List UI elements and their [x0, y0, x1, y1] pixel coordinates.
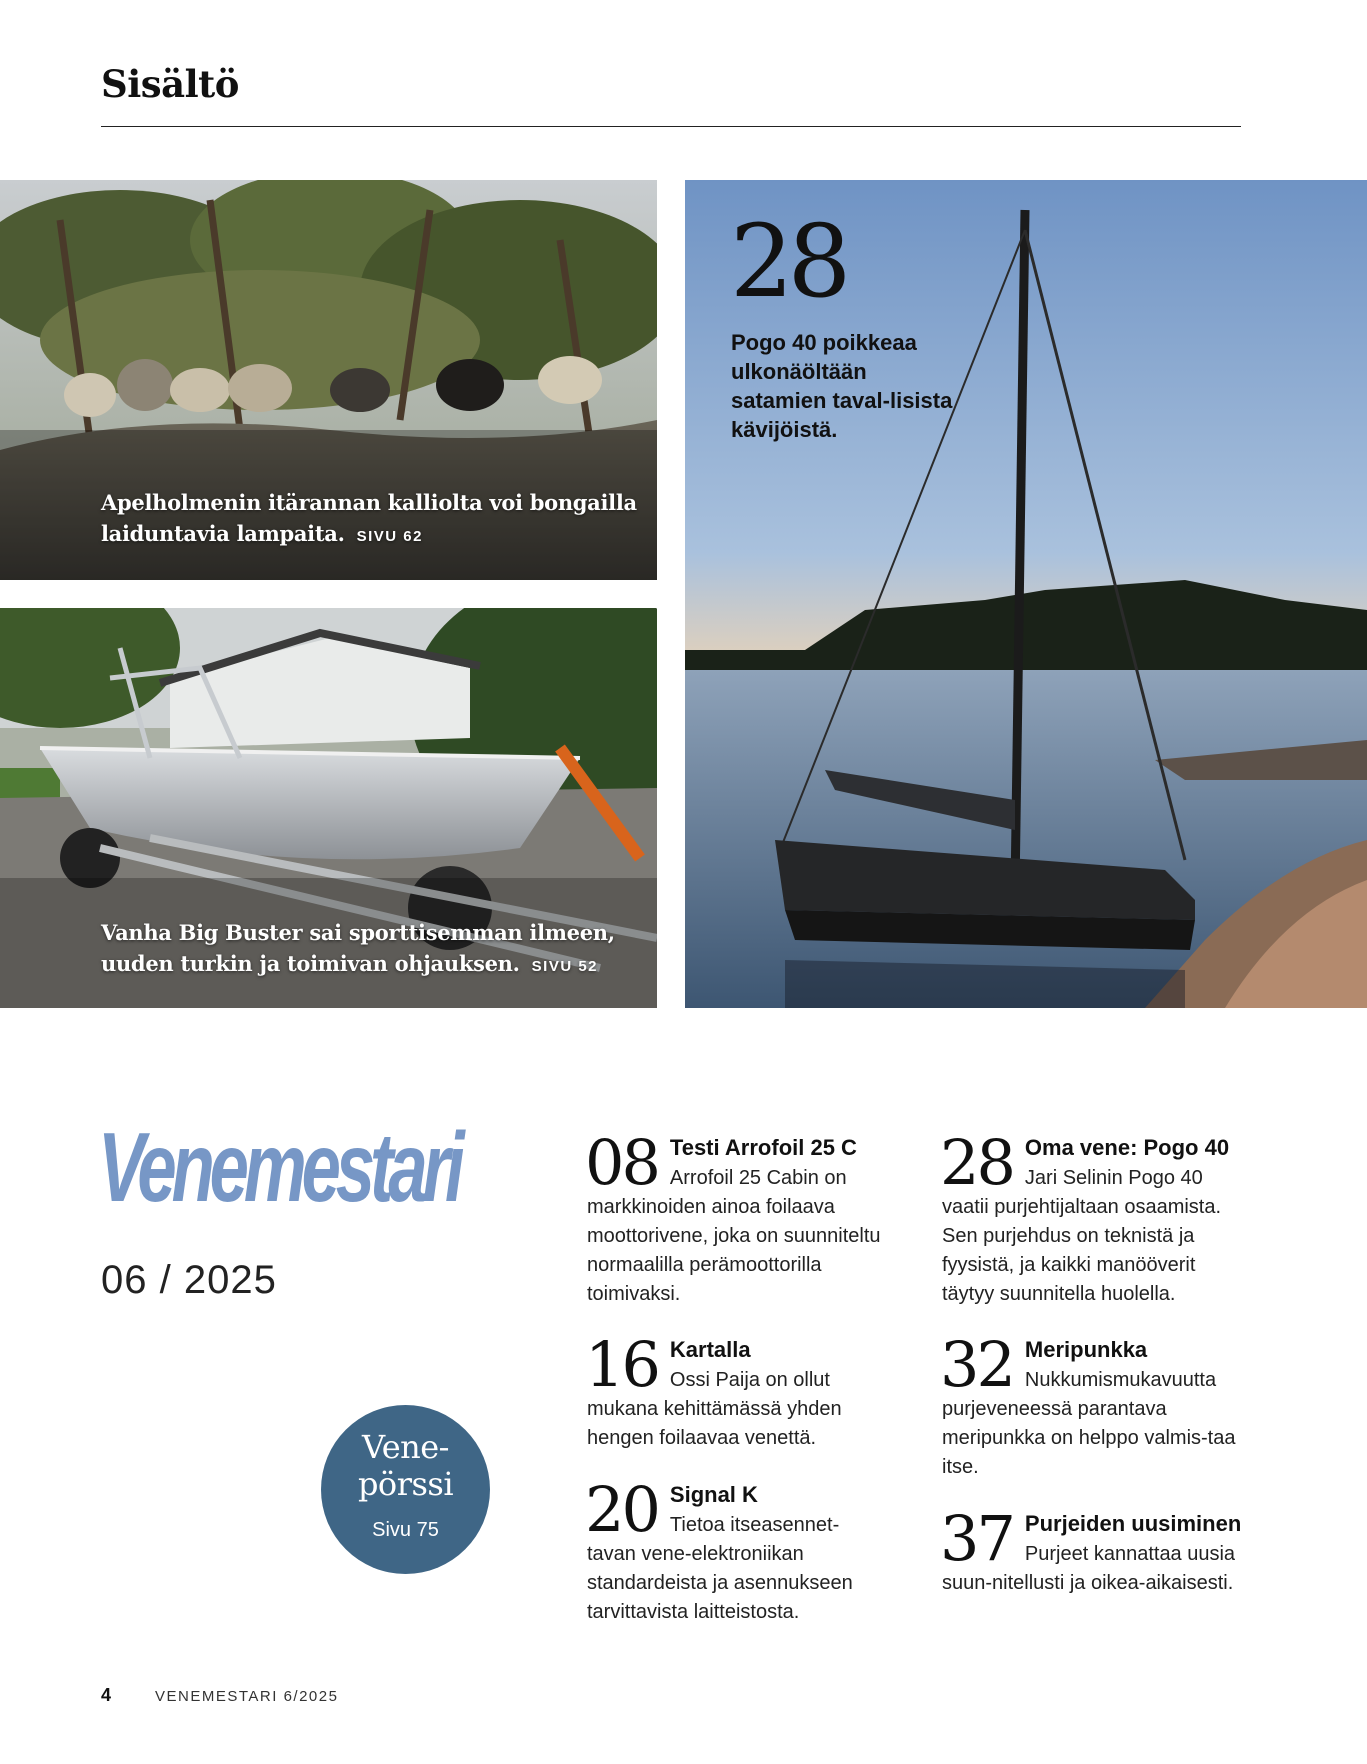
title-divider: [101, 126, 1241, 127]
venemestari-logo[interactable]: Venemestari: [98, 1112, 460, 1222]
toc-heading: Testi Arrofoil 25 C: [669, 1135, 857, 1160]
badge-title-line1: Vene-: [362, 1428, 449, 1466]
issue-number: 06 / 2025: [101, 1258, 277, 1302]
feature-caption: Pogo 40 poikkeaa ulkonäöltään satamien taval-lisista kävijöistä.: [731, 330, 953, 442]
toc-description: Ossi Paija on ollut mukana kehittämässä yhden hengen foilaavaa venettä.: [587, 1369, 842, 1449]
toc-page-number: 32: [940, 1328, 1013, 1401]
toc-description: Arrofoil 25 Cabin on markkinoiden ainoa foilaava moottorivene, joka on suunniteltu normaalilla perämoottorilla toimivaksi.: [587, 1167, 881, 1305]
toc-description: Jari Selinin Pogo 40 vaatii purjehtijaltaan osaamista. Sen purjehdus on teknistä ja fyysistä, ja kaikki manööverit täytyy suunnitella huolella.: [942, 1167, 1222, 1305]
toc-heading: Oma vene: Pogo 40: [1024, 1135, 1230, 1160]
boat-page-ref[interactable]: SIVU 52: [531, 958, 599, 975]
toc-description: Nukkumismukavuutta purjeveneessä parantava meripunkka on helppo valmis-taa itse.: [942, 1369, 1236, 1478]
toc-page-number: 28: [940, 1126, 1013, 1199]
toc-page-number: 37: [940, 1502, 1013, 1575]
sheep-caption: [101, 487, 641, 552]
toc-page-number: 16: [585, 1328, 658, 1401]
toc-page-number: 08: [585, 1126, 658, 1199]
toc-description: Purjeet kannattaa uusia suun-nitellusti ja oikea-aikaisesti.: [942, 1543, 1236, 1594]
toc-heading: Kartalla: [669, 1337, 751, 1362]
boat-caption: [101, 917, 641, 982]
toc-item[interactable]: [585, 1473, 887, 1627]
badge-title: [321, 1429, 490, 1503]
footer-page-number: 4: [101, 1685, 112, 1705]
page-title: Sisältö: [101, 62, 239, 106]
sheep-caption-text: Apelholmenin itärannan kalliolta voi bongailla laiduntavia lampaita.: [101, 490, 637, 546]
veneporssi-badge[interactable]: [321, 1405, 490, 1574]
toc-item[interactable]: [940, 1328, 1242, 1482]
toc-item[interactable]: [940, 1502, 1242, 1598]
toc-heading: Meripunkka: [1024, 1337, 1148, 1362]
toc-item[interactable]: [585, 1126, 887, 1309]
feature-page-number[interactable]: 28: [730, 203, 846, 320]
toc-item[interactable]: [940, 1126, 1248, 1309]
toc-heading: Signal K: [669, 1482, 758, 1507]
toc-heading: Purjeiden uusiminen: [1024, 1511, 1242, 1536]
badge-page-ref: Sivu 75: [372, 1519, 439, 1541]
toc-description: Tietoa itseasennet-tavan vene-elektroniikan standardeista ja asennukseen tarvittavista laitteistosta.: [587, 1514, 853, 1623]
toc-item[interactable]: [585, 1328, 887, 1453]
sheep-page-ref[interactable]: SIVU 62: [356, 528, 423, 545]
badge-title-line2: pörssi: [357, 1465, 454, 1503]
toc-page-number: 20: [585, 1473, 658, 1546]
boat-caption-text: Vanha Big Buster sai sporttisemman ilmeen, uuden turkin ja toimivan ohjauksen.: [101, 920, 615, 976]
footer-magazine-issue: VENEMESTARI 6/2025: [155, 1688, 339, 1705]
